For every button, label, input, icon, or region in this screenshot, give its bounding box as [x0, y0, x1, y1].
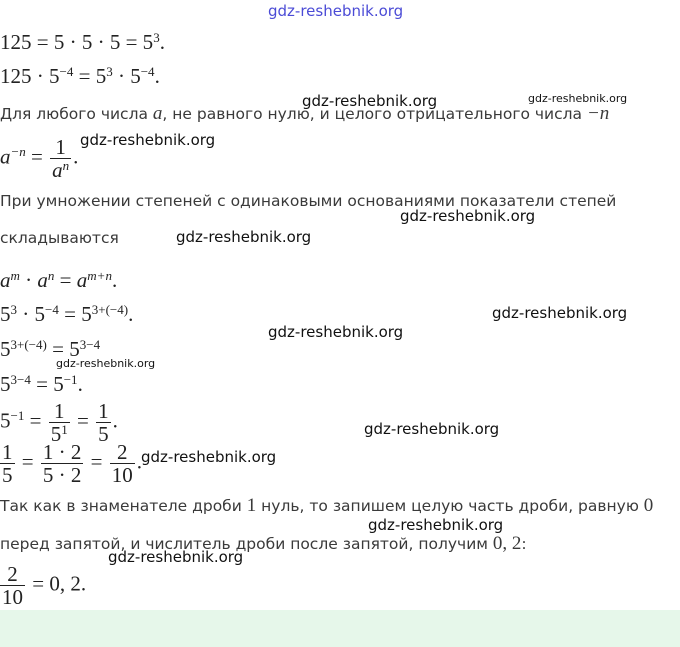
watermark: gdz-reshebnik.org: [400, 207, 536, 225]
watermark: gdz-reshebnik.org: [108, 548, 244, 566]
answer-box: [0, 610, 680, 647]
text-decimal-result: перед запятой, и числитель дроби после запятой, получим 0, 2:: [0, 533, 527, 554]
watermark: gdz-reshebnik.org: [80, 131, 216, 149]
watermark: gdz-reshebnik.org: [302, 92, 438, 110]
equation-negative-power: $a^{-n}$ = $\frac{1}{a^n}$ .: [0, 135, 79, 183]
equation-5-sum-exponent: $5^{3+(-4)} = 5^{3-4}$: [0, 336, 101, 361]
text-multiplication-rule: При умножении степеней с одинаковыми основаниями показатели степей: [0, 192, 617, 210]
watermark: gdz-reshebnik.org: [141, 448, 277, 466]
equation-125-times: $125 \cdot 5^{-4} = 5^3 \cdot 5^{-4}$.: [0, 63, 160, 88]
text-add-exponents: складываются: [0, 229, 119, 247]
equation-5-minus-one: $5^{3-4} = 5^{-1}$.: [0, 371, 83, 396]
watermark-top: gdz-reshebnik.org: [268, 2, 404, 20]
equation-5-product: $5^3 \cdot 5^{-4} = 5^{3+(-4)}$.: [0, 301, 134, 326]
watermark: gdz-reshebnik.org: [528, 92, 628, 105]
equation-5-reciprocal: $5^{-1}$ = $\frac{1}{5^1}$ = $\frac{1}{5}$ .: [0, 399, 118, 447]
watermark: gdz-reshebnik.org: [176, 228, 312, 246]
equation-fraction-expand: $\frac{1}{5}$ = $\frac{1 \cdot 2}{5 \cdot 2}$ = $\frac{2}{10}$ .: [2, 440, 142, 488]
text-decimal-explanation: Так как в знаменателе дроби 1 нуль, то запишем целую часть дроби, равную 0: [0, 495, 654, 516]
watermark: gdz-reshebnik.org: [364, 420, 500, 438]
equation-general-rule: $a^m \cdot a^n = a^{m+n}$.: [0, 267, 118, 292]
watermark: gdz-reshebnik.org: [268, 323, 404, 341]
watermark: gdz-reshebnik.org: [56, 357, 156, 370]
text-negative-exponent-rule: Для любого числа a, не равного нулю, и целого отрицательного числа −n: [0, 103, 610, 124]
watermark: gdz-reshebnik.org: [492, 304, 628, 322]
equation-125-power: $125 = 5 \cdot 5 \cdot 5 = 5^3$.: [0, 29, 165, 54]
watermark: gdz-reshebnik.org: [368, 516, 504, 534]
equation-decimal: $\frac{2}{10}$ = 0, 2.: [2, 562, 87, 610]
